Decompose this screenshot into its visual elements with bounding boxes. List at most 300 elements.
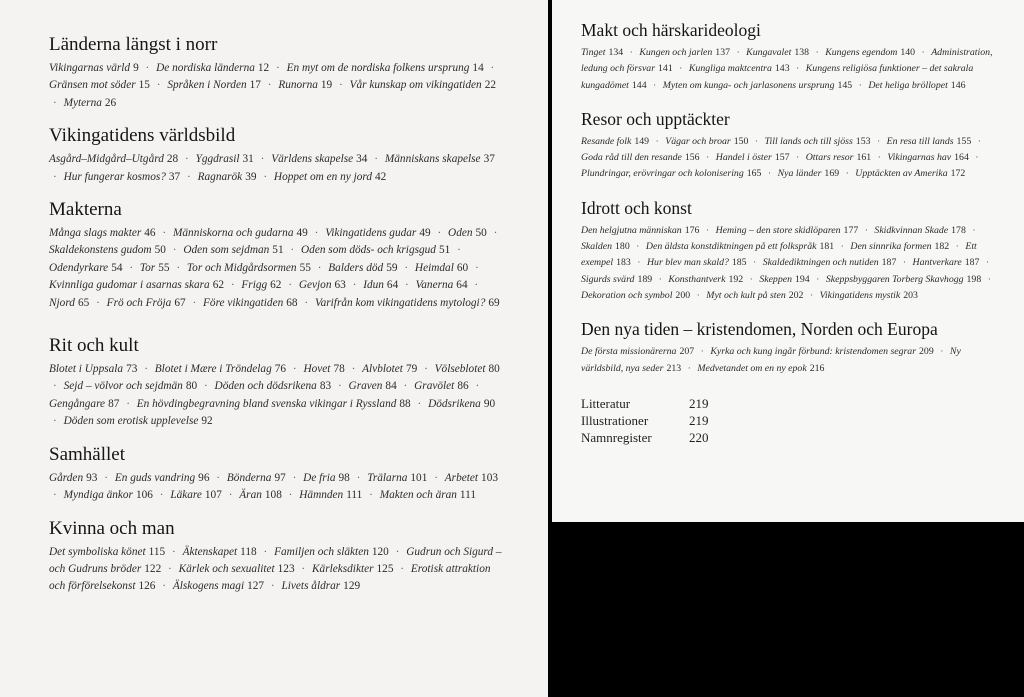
entry-title: En resa till lands (886, 135, 954, 147)
entry-title: De fria (303, 471, 336, 484)
entry-separator: · (96, 296, 100, 309)
entry-separator: · (457, 244, 461, 257)
entry-page-number: 180 (615, 241, 630, 253)
entry-title: Livets åldrar (281, 580, 341, 593)
entry-title: Nya länder (777, 168, 822, 180)
toc-section-makt-och-harskarideologi (581, 20, 1000, 94)
entry-page-number: 67 (174, 296, 186, 309)
entry-separator: · (629, 47, 633, 58)
entry-separator: · (736, 47, 740, 58)
entry-page-number: 51 (272, 244, 284, 257)
appendix-label: Illustrationer (581, 412, 649, 428)
toc-entry (49, 62, 139, 74)
entry-title: Den helgjutna människan (581, 224, 682, 236)
toc-entry (173, 227, 308, 239)
entry-page-number: 9 (133, 62, 139, 74)
entry-page-number: 207 (679, 346, 695, 358)
entry-title: Skeppen (759, 273, 792, 285)
entry-separator: · (162, 580, 167, 593)
entry-page-number: 165 (746, 168, 762, 180)
entry-separator: · (270, 580, 275, 593)
entry-page-number: 90 (483, 397, 496, 410)
toc-entry (806, 152, 872, 163)
entry-list (581, 45, 1000, 94)
entry-title: Kyrka och kung ingår förbund: kristendomen segrar (710, 346, 917, 358)
entry-page-number: 209 (919, 346, 934, 358)
toc-entry (581, 274, 652, 285)
entry-separator: · (314, 227, 319, 240)
entry-separator: · (876, 135, 881, 147)
toc-entry (646, 241, 834, 252)
toc-entry (826, 274, 981, 285)
entry-separator: · (795, 152, 800, 164)
entry-title: Det symboliska könet (49, 545, 146, 558)
entry-separator: · (187, 170, 191, 183)
entry-page-number: 46 (144, 227, 156, 240)
entry-page-number: 126 (138, 580, 156, 593)
left-toc (49, 34, 508, 596)
entry-page-number: 181 (819, 241, 835, 253)
entry-page-number: 73 (126, 363, 138, 376)
entry-title: Heimdal (414, 261, 454, 274)
section-heading: Kvinna och man (49, 517, 175, 539)
entry-page-number: 108 (264, 489, 282, 502)
entry-separator: · (424, 363, 428, 376)
entry-page-number: 79 (405, 363, 418, 376)
entry-title: Hämnden (299, 489, 344, 502)
entry-separator: · (301, 562, 306, 575)
entry-page-number: 62 (212, 279, 224, 292)
entry-page-number: 176 (684, 224, 700, 236)
entry-separator: · (159, 489, 164, 502)
entry-title: Kungen och jarlen (639, 47, 713, 58)
entry-separator: · (292, 363, 297, 376)
entry-page-number: 149 (634, 135, 650, 147)
entry-title: Kvinnliga gudomar i asarnas skara (49, 279, 210, 292)
entry-page-number: 216 (809, 362, 825, 374)
section-heading: Samhället (49, 443, 125, 465)
entry-separator: · (192, 296, 197, 309)
entry-page-number: 76 (274, 363, 287, 376)
section-heading: Makterna (49, 199, 122, 221)
entry-list (49, 60, 508, 112)
toc-entry (203, 297, 298, 309)
entry-list (581, 344, 1000, 377)
entry-page-number: 144 (631, 79, 647, 91)
entry-page-number: 49 (419, 227, 431, 240)
toc-entry (303, 472, 350, 484)
entry-separator: · (636, 241, 640, 253)
entry-title: Gården (49, 471, 84, 484)
entry-title: Tinget (581, 47, 606, 58)
entry-title: Balders död (328, 261, 384, 274)
toc-entry (198, 171, 257, 183)
entry-separator: · (434, 471, 438, 484)
toc-entry (385, 153, 495, 165)
entry-title: Tor (139, 261, 156, 274)
toc-entry (581, 241, 630, 252)
entry-title: Oden som döds- och krigsgud (301, 244, 436, 257)
entry-title: Ett exempel (581, 241, 977, 269)
appendix-label: Litteratur (581, 395, 631, 411)
entry-separator: · (475, 380, 480, 393)
toc-entry (271, 153, 367, 165)
section-heading: Makt och härskarideologi (581, 20, 761, 40)
entry-page-number: 194 (794, 273, 810, 285)
toc-entry (312, 563, 393, 575)
entry-separator: · (637, 257, 641, 269)
toc-entry (581, 168, 761, 179)
entry-title: Hantverkare (912, 257, 962, 269)
appendix-page-number: 220 (689, 429, 709, 445)
toc-entry (156, 62, 269, 74)
entry-title: Medvetandet om en ny epok (697, 362, 807, 374)
toc-entry (179, 563, 295, 575)
entry-page-number: 49 (296, 227, 308, 240)
toc-entry (647, 257, 747, 268)
section-heading: Den nya tiden – kristendomen, Norden och Europa (581, 319, 938, 340)
entry-separator: · (809, 289, 814, 301)
entry-separator: · (864, 224, 868, 236)
entry-title: Administration, ledung och försvar (581, 47, 993, 75)
entry-separator: · (53, 489, 57, 502)
appendix-list (581, 395, 1000, 446)
entry-page-number: 26 (104, 96, 117, 109)
entry-page-number: 106 (135, 489, 153, 502)
entry-page-number: 80 (185, 380, 198, 393)
toc-entry (887, 152, 968, 163)
entry-title: Skaldediktningen och nutiden (762, 257, 879, 269)
entry-title: Världens skapelse (271, 153, 354, 166)
toc-entry (115, 472, 210, 484)
entry-title: Idun (363, 279, 384, 292)
entry-title: Äktenskapet (182, 545, 238, 558)
toc-entry (49, 363, 137, 375)
toc-entry (239, 489, 282, 501)
entry-title: Goda råd till den resande (581, 152, 682, 164)
toc-section-kvinna-och-man (49, 518, 508, 596)
entry-page-number: 155 (956, 135, 972, 147)
entry-separator: · (796, 63, 800, 75)
entry-page-number: 84 (385, 380, 397, 393)
entry-title: Bönderna (226, 471, 272, 484)
entry-title: Frigg (241, 279, 268, 292)
entry-separator: · (168, 562, 172, 575)
entry-title: Heming – den store skidlöparen (715, 224, 841, 236)
entry-separator: · (162, 227, 167, 240)
entry-separator: · (156, 79, 161, 92)
entry-title: Runorna (278, 79, 318, 92)
entry-separator: · (290, 244, 295, 257)
entry-separator: · (53, 380, 57, 393)
toc-entry (716, 152, 790, 163)
entry-separator: · (126, 397, 130, 410)
toc-entry (581, 136, 649, 147)
entry-separator: · (352, 279, 357, 292)
entry-page-number: 137 (715, 47, 730, 58)
entry-title: Gravölet (414, 380, 455, 393)
entry-page-number: 203 (903, 289, 918, 301)
entry-separator: · (840, 241, 844, 253)
toc-entry (380, 489, 476, 501)
entry-title: Skeppsbyggaren Torberg Skavhogg (825, 273, 964, 285)
entry-title: De första missionärerna (581, 346, 677, 358)
toc-entry (415, 262, 468, 274)
entry-separator: · (395, 545, 400, 558)
toc-entry (170, 489, 222, 501)
entry-page-number: 78 (333, 363, 345, 376)
entry-page-number: 50 (475, 227, 487, 240)
toc-entry (689, 63, 790, 74)
toc-section-samhallet (49, 444, 508, 505)
entry-title: Döden som erotisk upplevelse (63, 415, 199, 428)
entry-separator: · (171, 545, 176, 558)
toc-entry (274, 171, 386, 183)
toc-entry (759, 274, 809, 285)
entry-page-number: 59 (386, 261, 398, 274)
entry-page-number: 28 (166, 153, 179, 166)
entry-title: Gudrun och Sigurd – och Gudruns bröder (49, 545, 502, 575)
entry-separator: · (653, 79, 657, 91)
entry-title: Frö och Fröja (106, 296, 172, 309)
entry-page-number: 55 (158, 261, 170, 274)
entry-separator: · (754, 135, 759, 147)
entry-separator: · (749, 273, 753, 285)
appendix-row-litteratur (581, 395, 1000, 412)
entry-title: Alvblotet (362, 363, 403, 376)
toc-entry (301, 244, 450, 256)
entry-title: Dekoration och symbol (581, 289, 673, 301)
entry-page-number: 19 (320, 79, 333, 92)
entry-separator: · (203, 380, 208, 393)
section-heading: Vikingatidens världsbild (49, 125, 236, 147)
entry-page-number: 86 (457, 380, 469, 393)
entry-title: Ragnarök (197, 170, 243, 183)
entry-title: Makten och äran (379, 489, 457, 502)
toc-entry (107, 297, 186, 309)
entry-title: Älskogens magi (172, 580, 245, 593)
entry-separator: · (288, 279, 293, 292)
entry-list (581, 134, 1000, 183)
entry-list (49, 544, 508, 596)
entry-page-number: 63 (334, 279, 346, 292)
entry-separator: · (858, 79, 862, 91)
entry-page-number: 42 (375, 170, 387, 183)
entry-separator: · (400, 562, 405, 575)
entry-title: Kungavalet (746, 47, 792, 58)
toc-entry (414, 380, 468, 392)
entry-title: De nordiska länderna (156, 62, 255, 74)
entry-page-number: 156 (684, 152, 700, 164)
toc-entry (167, 79, 261, 91)
entry-list (49, 470, 508, 505)
toc-section-vikingatidens-varldsbild (49, 125, 508, 186)
entry-list (581, 223, 1000, 304)
entry-list (49, 151, 508, 186)
toc-entry (155, 363, 286, 375)
toc-entry (820, 290, 918, 301)
entry-page-number: 140 (900, 47, 916, 58)
entry-separator: · (474, 279, 479, 292)
entry-page-number: 93 (86, 471, 98, 484)
entry-title: Vikingatidens mystik (819, 289, 901, 301)
entry-separator: · (228, 489, 233, 502)
entry-page-number: 50 (154, 244, 166, 257)
toc-entry (287, 62, 484, 74)
entry-title: Myndiga änkor (63, 489, 133, 502)
toc-entry (215, 380, 332, 392)
entry-title: Oden (448, 227, 473, 240)
entry-page-number: 157 (774, 152, 790, 164)
entry-page-number: 97 (274, 471, 286, 484)
entry-page-number: 37 (168, 170, 181, 183)
entry-page-number: 51 (438, 244, 451, 257)
entry-title: Myterna (63, 96, 102, 109)
entry-separator: · (369, 489, 373, 502)
entry-title: Skaldekonstens gudom (49, 244, 152, 257)
entry-list (49, 361, 508, 431)
toc-entry (299, 489, 362, 501)
entry-separator: · (977, 135, 981, 147)
toc-entry (428, 398, 495, 410)
toc-entry (64, 380, 198, 392)
appendix-row-illustrationer (581, 412, 1000, 429)
entry-title: Dödsrikena (428, 397, 481, 410)
entry-page-number: 134 (608, 47, 624, 58)
entry-separator: · (403, 380, 408, 393)
toc-entry (668, 274, 743, 285)
toc-entry (227, 472, 286, 484)
entry-page-number: 127 (247, 580, 265, 593)
entry-separator: · (230, 279, 235, 292)
entry-page-number: 153 (855, 135, 871, 147)
entry-title: Vanerna (415, 279, 454, 292)
toc-entry (49, 398, 119, 410)
entry-separator: · (696, 289, 700, 301)
entry-page-number: 122 (144, 562, 162, 575)
entry-separator: · (292, 471, 297, 484)
entry-page-number: 198 (966, 273, 982, 285)
entry-title: Till lands och till sjöss (764, 135, 853, 147)
entry-page-number: 189 (637, 273, 653, 285)
toc-entry (716, 225, 859, 236)
entry-title: Kärlek och sexualitet (178, 562, 275, 575)
toc-entry (315, 297, 500, 309)
entry-separator: · (317, 261, 322, 274)
toc-entry (435, 363, 500, 375)
entry-title: En myt om de nordiska folkens ursprung (286, 62, 470, 74)
entry-page-number: 87 (108, 397, 120, 410)
entry-title: Skidkvinnan Skade (874, 224, 949, 236)
entry-page-number: 125 (376, 562, 394, 575)
entry-separator: · (404, 261, 409, 274)
toc-entry (825, 47, 915, 58)
entry-page-number: 12 (257, 62, 270, 74)
entry-page-number: 141 (658, 63, 673, 75)
toc-section-makterna (49, 199, 508, 312)
toc-entry (196, 153, 254, 165)
entry-title: Hur fungerar kosmos? (63, 170, 166, 183)
entry-title: Ottars resor (805, 152, 854, 164)
entry-page-number: 88 (399, 397, 411, 410)
entry-separator: · (53, 415, 57, 428)
toc-entry (362, 363, 417, 375)
entry-title: Ny världsbild, nya seder (581, 346, 961, 374)
entry-title: Hoppet om en ny jord (273, 170, 373, 183)
toc-entry (328, 262, 397, 274)
entry-title: Sigurds svärd (581, 273, 635, 285)
entry-page-number: 15 (138, 79, 150, 92)
section-heading: Länderna längst i norr (49, 34, 218, 55)
entry-title: Döden och dödsrikena (214, 380, 317, 393)
entry-title: En hövdingbegravning bland svenska vikingar i Ryssland (136, 397, 397, 410)
entry-title: Plundringar, erövringar och kolonisering (581, 168, 744, 180)
entry-title: Hur blev man skald? (646, 257, 729, 269)
entry-separator: · (53, 96, 57, 109)
entry-separator: · (658, 273, 662, 285)
entry-page-number: 183 (616, 257, 631, 269)
entry-page-number: 111 (346, 489, 363, 502)
toc-entry (183, 244, 283, 256)
toc-entry (281, 580, 360, 592)
right-toc (581, 20, 1000, 377)
toc-entry (363, 279, 398, 291)
entry-title: Oden som sejdman (183, 244, 270, 257)
toc-entry (639, 47, 730, 58)
entry-page-number: 22 (484, 79, 496, 92)
entry-title: Människans skapelse (384, 153, 481, 166)
entry-page-number: 65 (77, 296, 90, 309)
entry-page-number: 178 (951, 224, 966, 236)
toc-entry (581, 225, 699, 236)
toc-entry (445, 472, 498, 484)
entry-separator: · (417, 397, 422, 410)
toc-entry (64, 171, 181, 183)
entry-page-number: 187 (881, 257, 897, 269)
entry-separator: · (53, 170, 57, 183)
entry-page-number: 150 (733, 135, 749, 147)
toc-entry (49, 546, 165, 558)
entry-separator: · (975, 152, 979, 164)
entry-title: Blotet i Mære i Tröndelag (154, 363, 272, 376)
entry-page-number: 143 (774, 63, 790, 75)
entry-separator: · (374, 153, 379, 166)
entry-page-number: 60 (456, 261, 469, 274)
entry-title: Språken i Norden (167, 79, 247, 92)
toc-entry (49, 262, 122, 274)
entry-page-number: 111 (459, 489, 477, 502)
entry-separator: · (902, 257, 907, 269)
entry-title: Familjen och släkten (274, 545, 369, 558)
entry-title: Kärleksdikter (312, 562, 374, 575)
entry-list (49, 225, 508, 312)
entry-page-number: 120 (371, 545, 389, 558)
toc-entry (49, 227, 156, 239)
toc-entry (140, 262, 170, 274)
entry-separator: · (405, 279, 409, 292)
entry-page-number: 146 (950, 79, 966, 91)
entry-page-number: 164 (954, 152, 969, 164)
entry-page-number: 80 (488, 363, 500, 376)
entry-separator: · (437, 227, 442, 240)
entry-separator: · (985, 257, 990, 269)
entry-title: Myt och kult på sten (706, 289, 786, 301)
section-heading: Idrott och konst (581, 197, 692, 218)
toc-entry (49, 79, 150, 91)
entry-page-number: 172 (950, 168, 966, 180)
entry-title: En guds vandring (114, 471, 196, 484)
entry-title: Vikingarnas värld (49, 62, 131, 74)
